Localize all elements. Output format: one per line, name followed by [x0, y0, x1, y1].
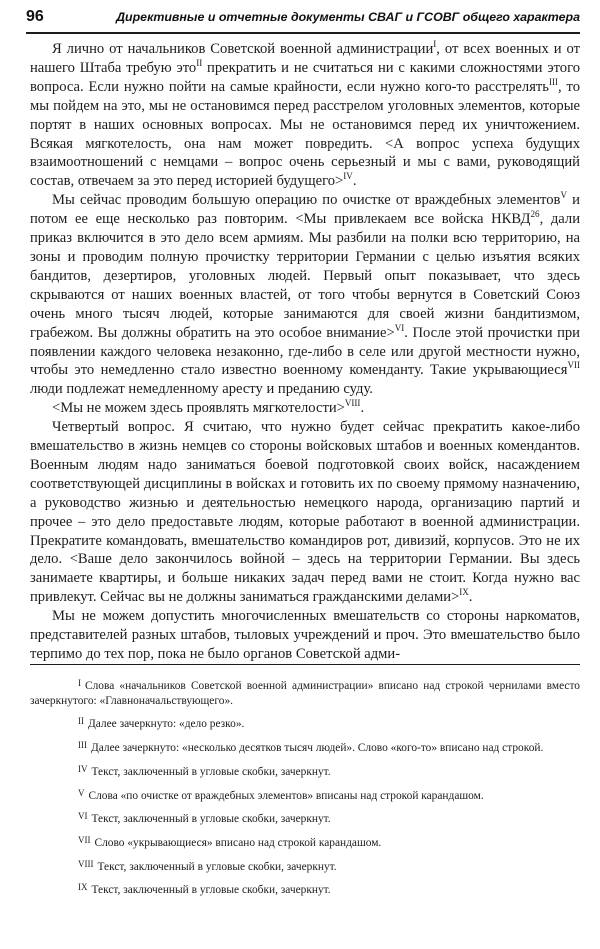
text-span: , от всех военных и от нашего Штаба требую это — [30, 41, 580, 76]
footnote-item — [30, 762, 580, 780]
text-span: Мы сейчас проводим большую операцию по очистке от враждебных элементов — [52, 192, 561, 209]
text-span: , то мы пойдем на это, мы не остановимся перед расстрелом уголовных элементов, которые портят в наших основных вопросах. Мы не остановимся перед их уничтожением. Всякая мягкотелость, она нам может повредить. <А вопрос успеха будущих взаимоотношений с немцами – вопрос очень серьезный и мы с вами, руководящий состав, отвечаем за это перед историей будущего> — [30, 78, 580, 190]
text-span: . После этой прочистки при появлении каждого человека незаконно, где-либо в селе или другой местности нужно, чтобы это немедленно стало известно военному коменданту. Такие укрывающиеся — [30, 324, 580, 379]
page-number: 96 — [26, 8, 44, 25]
footnote-ref: IX — [459, 587, 469, 598]
footnote-mark: II — [78, 716, 84, 727]
text-span: . — [468, 589, 473, 606]
footnote-mark: V — [78, 787, 85, 798]
footnote-ref: II — [196, 58, 203, 69]
footnote-item — [30, 880, 580, 898]
paragraph-3 — [30, 399, 580, 418]
footnote-text: Слово «укрывающиеся» вписано над строкой карандашом. — [94, 836, 382, 849]
footnote-ref: VIII — [344, 398, 361, 409]
footnote-text: Далее зачеркнуто: «дело резко». — [88, 718, 245, 731]
footnote-ref: IV — [343, 171, 353, 182]
footnote-item — [30, 809, 580, 827]
main-text — [30, 40, 580, 664]
text-span: Я лично от начальников Советской военной администрации — [52, 41, 434, 57]
text-span: . — [352, 173, 357, 190]
footnote-mark: I — [78, 678, 81, 688]
text-span: прекратить и не считаться ни с какими сложностями этого вопроса. Если нужно пойти на самые крайности, если нужно кого-то расстрелять — [30, 59, 580, 95]
footnote-text: Текст, заключенный в угловые скобки, зачеркнут. — [91, 813, 331, 826]
footnote-item — [30, 738, 580, 756]
paragraph-5: Мы не можем допустить многочисленных вмешательств со стороны наркоматов, представителей разных штабов, тыловых учреждений и проч. Это вмешательство было терпимо до тех пор, пока не было органов Советской адми- — [30, 608, 580, 662]
footnote-text: Текст, заключенный в угловые скобки, зачеркнут. — [91, 884, 331, 897]
footnote-text: Далее зачеркнуто: «несколько десятков тысяч людей». Слово «кого-то» вписано над строкой. — [91, 742, 544, 755]
footnote-text: Слова «начальников Советской военной администрации» вписано над строкой чернилами вместо зачеркнутого: «Главноначальствующего». — [30, 680, 580, 707]
footnote-text: Текст, заключенный в угловые скобки, зачеркнут. — [97, 860, 337, 873]
page-header — [26, 6, 580, 34]
text-span: , дали приказ включится в это дело всем армиям. Мы разбили на полки всю территорию, на зоны и проводим полную прочистку территории Германии с целью изъятия всяких бандитов, дезертиров, уголовных людей. Первый опыт показывает, что здесь скрываются от наших военных властей, от того чтобы вернутся в Советский Союз очень много тысяч людей, которые занимаются для своей жизни бандитизмом, грабежом. Вы должны обратить на это особое внимание> — [30, 211, 581, 341]
text-span: . — [360, 400, 365, 417]
text-span: <Мы не можем здесь проявлять мягкотелости> — [52, 400, 345, 417]
footnote-ref: V — [560, 190, 567, 201]
footnote-divider — [30, 664, 580, 665]
footnote-text: Текст, заключенный в угловые скобки, зачеркнут. — [91, 765, 331, 778]
paragraph-2 — [30, 191, 580, 399]
footnote-ref: VI — [394, 322, 405, 333]
paragraph-1 — [30, 40, 580, 191]
footnote-mark: IV — [78, 763, 88, 774]
footnote-mark: VIII — [78, 858, 94, 869]
footnote-item — [30, 676, 580, 708]
text-span: и потом ее еще несколько раз повторим. <Мы привлекаем все войска НКВД — [30, 192, 580, 228]
footnote-item — [30, 714, 580, 732]
footnote-ref: 26 — [530, 209, 540, 220]
footnote-mark: III — [78, 740, 87, 751]
paragraph-4 — [30, 418, 580, 607]
running-title: Директивные и отчетные документы СВАГ и ГСОВГ общего характера — [116, 10, 580, 24]
footnote-item — [30, 786, 580, 804]
footnote-ref: I — [433, 39, 437, 50]
footnote-mark: VI — [78, 811, 88, 822]
text-span: люди подлежат немедленному аресту и преданию суду. — [30, 381, 373, 398]
text-span: Четвертый вопрос. Я считаю, что нужно будет сейчас прекратить какое-либо вмешательство в жизнь немцев со стороны войсковых штабов и военных комендантов. Военным людям надо заниматься боевой подготовкой своих войск, насаждением соответствующей дисциплины в войсках и готовить их по своему прямому назначению, а руководство жизнью и деятельностью немецкого народа, организацию партий и прочее – это дело предоставьте людям, которые работают в военной администрации. Прекратите командовать, вмешательство командиров рот, дивизий, корпусов. Это не их дело. <Ваше дело закончилось войной – здесь на территории Германии. Вы здесь занимаете квартиры, и больше никаких задач перед вами не стоит. Когда нужно вас привлекут. Сейчас вы не должны заниматься гражданскими делами> — [30, 419, 580, 606]
footnote-item — [30, 857, 580, 875]
footnotes — [30, 676, 580, 904]
footnote-mark: IX — [78, 882, 88, 893]
footnote-ref: VII — [567, 360, 580, 371]
footnote-text: Слова «по очистке от враждебных элементов» вписаны над строкой карандашом. — [88, 789, 484, 802]
footnote-ref: III — [548, 76, 558, 87]
footnote-item — [30, 833, 580, 851]
footnote-mark: VII — [78, 834, 91, 845]
